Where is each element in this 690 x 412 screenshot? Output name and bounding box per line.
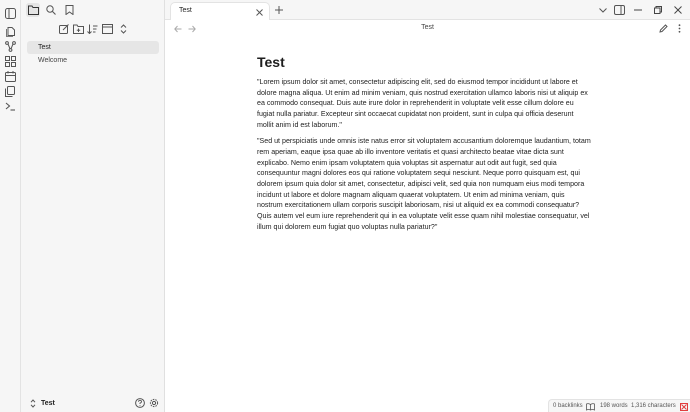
- tab-bar: [165, 0, 690, 20]
- files-folder-icon[interactable]: [26, 3, 40, 17]
- document: [257, 53, 591, 238]
- file-item-welcome[interactable]: Welcome: [38, 57, 68, 64]
- bookmark-icon[interactable]: [62, 3, 76, 17]
- open-quick-switcher-icon[interactable]: [4, 25, 17, 38]
- document-heading: Test: [257, 54, 285, 70]
- chevron-updown-icon: [30, 399, 36, 408]
- help-icon[interactable]: [134, 397, 145, 408]
- file-explorer-sidebar: [21, 0, 165, 412]
- file-explorer-actions: [21, 22, 165, 36]
- new-tab-plus-icon[interactable]: [273, 4, 285, 16]
- sidebar-tab-header: [21, 0, 165, 20]
- graph-view-icon[interactable]: [4, 40, 17, 53]
- sidebar-footer: [21, 394, 165, 412]
- edit-mode-pencil-icon[interactable]: [658, 23, 669, 34]
- editor-content[interactable]: [165, 37, 690, 399]
- settings-gear-icon[interactable]: [148, 397, 159, 408]
- tab-list-chevron-down-icon[interactable]: [596, 3, 610, 17]
- new-note-icon[interactable]: [58, 23, 70, 35]
- daily-note-calendar-icon[interactable]: [4, 70, 17, 83]
- close-tab-icon[interactable]: [254, 7, 264, 17]
- search-icon[interactable]: [44, 3, 58, 17]
- paragraph-1: "Lorem ipsum dolor sit amet, consectetur adipiscing elit, sed do eiusmod tempor incididunt ut labore et dolore magna aliqua. Ut enim ad minim veniam, quis nostrud exercitation ullamco laboris nisi ut aliquip ex ea commodo consequat. Duis aute irure dolor in reprehenderit in voluptate velit esse cillum dolore eu fugiat nulla pariatur. Excepteur sint occaecat cupidatat non proident, sunt in culpa qui officia deserunt mollit anim id est laborum.": [257, 78, 588, 129]
- word-count: 198 words: [600, 403, 628, 409]
- canvas-icon[interactable]: [4, 55, 17, 68]
- backlinks-count[interactable]: 0 backlinks: [553, 403, 583, 409]
- tab-title: Test: [179, 7, 192, 14]
- view-header: [165, 20, 690, 37]
- sort-order-icon[interactable]: [86, 23, 98, 35]
- status-bar: [548, 399, 690, 412]
- toggle-sidebar-icon[interactable]: [4, 7, 17, 20]
- command-palette-icon[interactable]: [4, 100, 17, 113]
- view-title: Test: [421, 24, 434, 31]
- new-folder-icon[interactable]: [72, 23, 84, 35]
- vault-switcher[interactable]: [30, 397, 55, 409]
- close-window-icon[interactable]: [671, 3, 685, 17]
- minimize-icon[interactable]: [631, 3, 645, 17]
- collapse-all-icon[interactable]: [117, 23, 129, 35]
- file-item-test[interactable]: Test: [27, 41, 159, 54]
- auto-reveal-icon[interactable]: [101, 23, 113, 35]
- vault-name: Test: [41, 399, 55, 407]
- character-count: 1,316 characters: [631, 403, 676, 409]
- sync-error-icon[interactable]: [679, 402, 688, 411]
- tab-test[interactable]: [170, 2, 270, 21]
- restore-icon[interactable]: [651, 3, 665, 17]
- reading-book-icon[interactable]: [586, 402, 595, 411]
- left-ribbon: [0, 0, 21, 412]
- toggle-right-sidebar-icon[interactable]: [612, 3, 626, 17]
- more-options-icon[interactable]: [674, 23, 685, 34]
- paragraph-2: "Sed ut perspiciatis unde omnis iste natus error sit voluptatem accusantium doloremque laudantium, totam rem aperiam, eaque ipsa quae ab illo inventore veritatis et quasi architecto beatae vitae dicta sunt explicabo. Nemo enim ipsam voluptatem quia voluptas sit aspernatur aut odit aut fugit, sed quia consequuntur magni dolores eos qui ratione voluptatem sequi nesciunt. Neque porro quisquam est, qui dolorem ipsum quia dolor sit amet, consectetur, adipisci velit, sed quia non numquam eius modi tempora incidunt ut labore et dolore magnam aliquam quaerat voluptatem. Ut enim ad minima veniam, quis nostrum exercitationem ullam corporis suscipit laboriosam, nisi ut aliquid ex ea commodi consequatur? Quis autem vel eum iure reprehenderit qui in ea voluptate velit esse quam nihil molestiae consequatur, vel illum qui dolorem eum fugiat quo voluptas nulla pariatur?": [257, 137, 591, 231]
- templates-icon[interactable]: [4, 85, 17, 98]
